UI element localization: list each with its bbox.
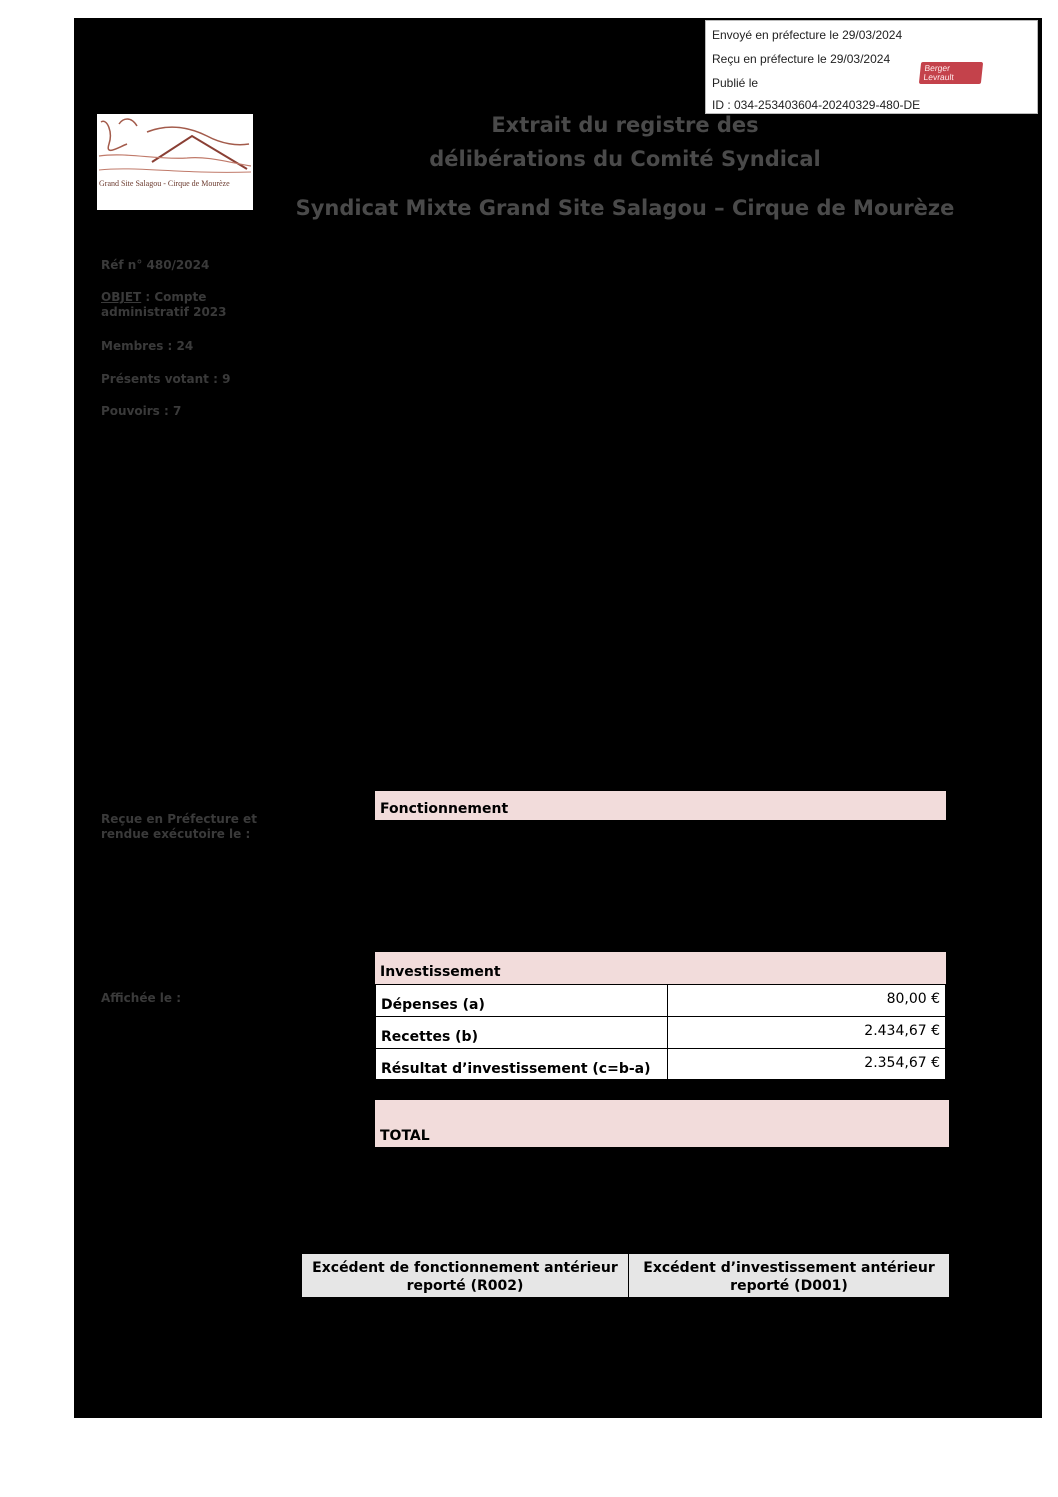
depenses-label: Dépenses (a)	[375, 984, 668, 1017]
reference-number: Réf n° 480/2024	[101, 258, 210, 272]
pouvoirs: Pouvoirs : 7	[101, 404, 182, 418]
recettes-label: Recettes (b)	[375, 1016, 668, 1049]
investissement-header: Investissement	[375, 952, 946, 984]
objet-value: : Compte administratif 2023	[101, 290, 227, 319]
stamp-received: Reçu en préfecture le 29/03/2024	[712, 52, 891, 66]
report-d001-header: Excédent d’investissement antérieur reporté (D001)	[628, 1253, 950, 1298]
depenses-value: 80,00 €	[667, 984, 946, 1017]
recue-prefecture: Reçue en Préfecture et rendue exécutoire le :	[101, 812, 257, 841]
recettes-value: 2.434,67 €	[667, 1016, 946, 1049]
resultat-label: Résultat d’investissement (c=b-a)	[375, 1048, 668, 1080]
presents-votant: Présents votant : 9	[101, 372, 231, 386]
prefecture-stamp	[705, 20, 1038, 114]
objet-label: OBJET	[101, 290, 142, 304]
berger-levrault-logo	[919, 62, 983, 84]
resultat-value: 2.354,67 €	[667, 1048, 946, 1080]
report-r002-header: Excédent de fonctionnement antérieur reporté (R002)	[301, 1253, 629, 1298]
syndicat-logo	[97, 114, 253, 210]
title-line-1: Extrait du registre des	[491, 113, 759, 137]
stamp-sent: Envoyé en préfecture le 29/03/2024	[712, 28, 903, 42]
landscape-sketch-icon	[97, 114, 253, 184]
logo-caption: Grand Site Salagou - Cirque de Mourèze	[99, 179, 230, 188]
title-line-2: délibérations du Comité Syndical	[429, 147, 821, 171]
membres: Membres : 24	[101, 339, 194, 353]
page-title	[330, 108, 920, 176]
page-subtitle: Syndicat Mixte Grand Site Salagou – Cirque de Mourèze	[295, 196, 955, 220]
fonctionnement-header: Fonctionnement	[375, 791, 946, 820]
total-row: TOTAL	[375, 1100, 949, 1147]
affichee-le: Affichée le :	[101, 991, 182, 1005]
objet	[101, 290, 251, 320]
stamp-published: Publié le	[712, 76, 759, 90]
brand-text: Berger Levrault	[923, 63, 955, 82]
document-page	[74, 18, 1042, 1418]
stamp-id: ID : 034-253403604-20240329-480-DE	[712, 98, 921, 112]
